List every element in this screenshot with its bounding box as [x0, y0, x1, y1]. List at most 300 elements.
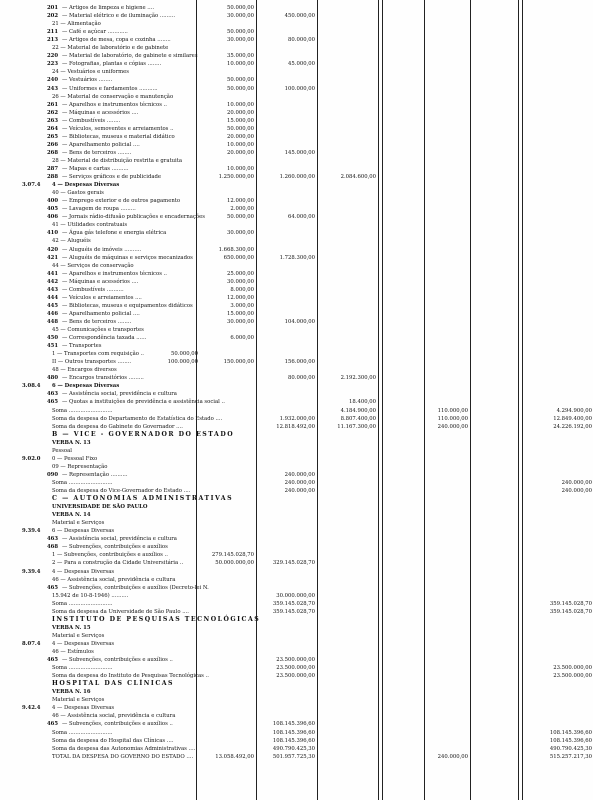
amount-c1: 30.000,00 [227, 13, 254, 20]
item-code: 421 [47, 254, 59, 261]
ledger-row [0, 350, 593, 358]
item-code: 465 [47, 584, 59, 591]
ledger-row [0, 423, 593, 431]
item-description: 46 — Assistência social, previdência e cultura [52, 713, 176, 720]
amount-c2: 1.728.300,00 [279, 254, 315, 261]
ledger-row [0, 302, 593, 310]
item-description: — Artigos de mesa, copa e cozinha ........ [62, 37, 171, 44]
item-code: 201 [47, 5, 59, 11]
item-code: 465 [47, 721, 59, 728]
ledger-row [0, 318, 593, 326]
amount-c1: 6.000,00 [230, 335, 254, 342]
item-description: VERBA N. 13 [52, 439, 91, 446]
item-description: — Artigos de limpeza e higiene .... [62, 5, 155, 11]
amount-c1: 1.250.000,00 [218, 174, 254, 181]
ledger-row [0, 68, 593, 76]
ledger-row [0, 729, 593, 737]
item-code: 287 [47, 166, 59, 172]
amount-c6: 4.294.900,00 [556, 407, 592, 414]
ledger-row [0, 286, 593, 294]
amount-c1: 20.000,00 [227, 149, 254, 156]
amount-c1: 30.000,00 [227, 278, 254, 285]
amount-c2: 501.957.725,30 [272, 753, 315, 760]
ledger-row [0, 745, 593, 753]
ledger-row [0, 680, 593, 688]
amount-c2: 45.000,00 [288, 61, 315, 68]
amount-c6: 515.257.217,30 [549, 753, 592, 760]
ledger-row [0, 487, 593, 495]
ledger-row [0, 439, 593, 447]
item-description: — Mapas e cartas .......... [62, 166, 129, 172]
ledger-row [0, 229, 593, 237]
ledger-row [0, 455, 593, 463]
ledger-row [0, 479, 593, 487]
item-description: — Encargos transitórios ......... [62, 375, 144, 382]
amount-c2: 156.000,00 [284, 359, 315, 366]
item-description: — Veículos, semoventes e arreiamentos .. [62, 125, 174, 132]
ledger-row [0, 519, 593, 527]
ledger-row [0, 270, 593, 278]
item-code: 223 [47, 61, 59, 68]
amount-c3: 18.400,00 [349, 399, 376, 406]
amount-c2: 329.145.028,70 [272, 560, 315, 567]
amount-c2: 80.000,00 [288, 375, 315, 382]
item-description: B — VICE - GOVERNADOR DO ESTADO [52, 430, 235, 438]
amount-c1: 10.000,00 [227, 166, 254, 172]
ledger-row [0, 616, 593, 624]
ledger-row [0, 221, 593, 229]
amount-c1: 150.000,00 [223, 359, 254, 366]
ledger-row [0, 334, 593, 342]
classification-code: 9.39.4 [22, 568, 41, 575]
amount-c2: 23.500.000,00 [276, 657, 315, 664]
item-description: — Representação .......... [62, 471, 128, 478]
ledger-row [0, 592, 593, 600]
item-description: — Vestuários ........ [62, 77, 113, 84]
classification-code: 3.07.4 [22, 182, 41, 189]
ledger-row [0, 656, 593, 664]
item-description: — Aluguéis de máquinas e serviços mecanizados [62, 254, 193, 261]
amount-c2: 80.000,00 [288, 37, 315, 44]
ledger-row [0, 559, 593, 567]
item-description: — Subvenções, contribuições e auxílios .. [62, 721, 173, 728]
amount-c2: 1.932.000,00 [279, 415, 315, 422]
item-description: — Café e açúcar ............ [62, 29, 128, 36]
item-description: Soma .......................... [52, 407, 113, 414]
ledger-row [0, 173, 593, 181]
ledger-row [0, 471, 593, 479]
amount-c3: 4.184.900,00 [340, 407, 376, 414]
amount-c6: 12.849.400,00 [553, 415, 592, 422]
amount-c5: 240.000,00 [437, 423, 468, 430]
ledger-row [0, 584, 593, 592]
ledger-row [0, 753, 593, 761]
item-description: 45 — Comunicações e transportes [52, 327, 144, 333]
ledger-row [0, 366, 593, 374]
ledger-row [0, 213, 593, 221]
item-description: 40 — Gastos gerais [52, 190, 104, 197]
item-description: — Assistência social, previdência e cultura [62, 391, 177, 398]
ledger-row [0, 576, 593, 584]
item-code: 090 [47, 471, 59, 478]
item-description: — Água gás telefone e energia elétrica [62, 230, 167, 237]
ledger-row [0, 600, 593, 608]
amount-c1: 10.000,00 [227, 61, 254, 68]
item-description: 1 — Transportes com requisição .. [52, 351, 144, 358]
item-description: 4 — Despesas Diversas [52, 568, 115, 575]
ledger-row [0, 624, 593, 632]
item-code: 410 [47, 230, 59, 237]
amount-c1: 15.000,00 [227, 310, 254, 317]
amount-c6: 108.145.396,60 [549, 737, 592, 744]
amount-c1: 50.000,00 [227, 29, 254, 36]
amount-c1: 12.000,00 [227, 294, 254, 301]
ledger-row [0, 254, 593, 262]
amount-c5: 110.000,00 [437, 415, 468, 422]
item-description: 46 — Estímulos [52, 649, 94, 655]
amount-c2: 240.000,00 [284, 479, 315, 486]
ledger-row [0, 382, 593, 390]
item-code: 420 [47, 246, 59, 253]
item-description: — Subvenções, contribuições e auxílios .. [62, 657, 173, 664]
item-description: Soma da despesa do Gabinete do Governador .... [52, 423, 183, 430]
item-description: 09 — Representação [52, 463, 108, 470]
classification-code: 8.07.4 [22, 640, 41, 647]
amount-c2: 104.000,00 [284, 318, 315, 325]
item-description: 28 — Material de distribuição restrita e gratuita [52, 157, 183, 164]
item-description: 0 — Pessoal Fixo [52, 455, 98, 462]
sub-value: 50.000,00 [171, 351, 198, 358]
item-code: 445 [47, 302, 59, 309]
ledger-row [0, 390, 593, 398]
ledger-row [0, 342, 593, 350]
item-code: 202 [47, 13, 59, 20]
item-description: — Correspondência taxada ...... [62, 335, 147, 342]
item-description: Material e Serviços [52, 697, 105, 704]
item-description: — Assistência social, previdência e cultura [62, 536, 177, 543]
item-description: VERBA N. 15 [52, 624, 91, 631]
ledger-row [0, 133, 593, 141]
item-description: — Bens de terceiros ........ [62, 149, 132, 156]
item-description: — Quotas a instituições de previdência e assistência social .. [62, 399, 225, 406]
ledger-row [0, 125, 593, 133]
amount-c1: 50.000,00 [227, 214, 254, 221]
ledger-row [0, 101, 593, 109]
item-code: 465 [47, 399, 59, 406]
amount-c2: 450.000,00 [284, 13, 315, 20]
amount-c1: 2.000,00 [230, 206, 254, 213]
ledger-row [0, 632, 593, 640]
item-description: 48 — Encargos diversos [52, 367, 117, 374]
ledger-row [0, 205, 593, 213]
item-code: 446 [47, 310, 59, 317]
ledger-row [0, 109, 593, 117]
amount-c1: 50.000,00 [227, 77, 254, 84]
amount-c6: 23.500.000,00 [553, 673, 592, 680]
item-description: — Material elétrico e de iluminação ......... [62, 13, 176, 20]
ledger-row [0, 12, 593, 20]
amount-c2: 145.000,00 [284, 149, 315, 156]
ledger-row [0, 640, 593, 648]
amount-c2: 23.500.000,00 [276, 673, 315, 680]
item-description: Material e Serviços [52, 520, 105, 527]
amount-c1: 50.000.000,00 [215, 560, 254, 567]
item-code: 266 [47, 141, 59, 148]
item-description: 4 — Despesas Diversas [52, 640, 115, 647]
ledger-row [0, 398, 593, 406]
ledger-row [0, 543, 593, 551]
item-code: 268 [47, 149, 59, 156]
amount-c2: 108.145.396,60 [272, 737, 315, 744]
item-description: VERBA N. 16 [52, 689, 91, 696]
ledger-row [0, 60, 593, 68]
ledger-row [0, 310, 593, 318]
item-description: — Aparelhos e instrumentos técnicos .. [62, 101, 167, 108]
item-description: 15.942 de 10-8-1946) .......... [52, 592, 129, 599]
ledger-row [0, 157, 593, 165]
item-description: Soma da despesa da Universidade de São Paulo .... [52, 608, 189, 615]
item-description: Soma da despesa do Vice-Governador do Estado .... [52, 488, 191, 494]
item-description: — Material de laboratório, de gabinete e similares [62, 53, 198, 60]
item-description: — Máquinas e acessórios .... [62, 109, 139, 116]
item-code: 264 [47, 125, 59, 132]
ledger-row [0, 495, 593, 503]
ledger-row [0, 358, 593, 366]
item-description: — Combustíveis ........ [62, 117, 121, 124]
amount-c1: 279.145.028,70 [211, 552, 254, 559]
amount-c2: 359.145.028,70 [272, 600, 315, 607]
item-description: 24 — Vestuários e uniformes [52, 69, 130, 76]
ledger-row [0, 326, 593, 334]
item-description: 4 — Despesas Diversas [52, 182, 120, 189]
item-description: — Aparelhos e instrumentos técnicos .. [62, 270, 167, 277]
item-description: 1 — Subvenções, contribuições e auxílios .. [52, 552, 168, 559]
amount-c6: 240.000,00 [561, 488, 592, 494]
amount-c1: 12.000,00 [227, 198, 254, 205]
ledger-row [0, 262, 593, 270]
item-description: 21 — Alimentação [52, 21, 101, 28]
ledger-row [0, 463, 593, 471]
amount-c1: 50.000,00 [227, 85, 254, 92]
ledger-row [0, 85, 593, 93]
item-description: Soma da despesa do Instituto de Pesquisas Tecnológicas .. [52, 673, 209, 680]
ledger-row [0, 374, 593, 382]
ledger-row [0, 608, 593, 616]
ledger-row [0, 696, 593, 704]
item-code: 265 [47, 133, 59, 140]
amount-c2: 240.000,00 [284, 488, 315, 494]
item-description: — Aluguéis de imóveis .......... [62, 246, 142, 253]
item-description: Soma da despesa do Hospital das Clínicas .... [52, 737, 174, 744]
amount-c2: 100.000,00 [284, 85, 315, 92]
ledger-row [0, 672, 593, 680]
ledger-row [0, 568, 593, 576]
amount-c2: 12.818.492,00 [276, 423, 315, 430]
item-description: — Bibliotecas, museus e material didático [62, 133, 175, 140]
amount-c1: 10.000,00 [227, 141, 254, 148]
item-code: 450 [47, 335, 59, 342]
ledger-row [0, 76, 593, 84]
amount-c2: 64.000,00 [288, 214, 315, 221]
item-description: 4 — Despesas Diversas [52, 705, 115, 712]
item-code: 211 [47, 29, 59, 36]
amount-c1: 30.000,00 [227, 37, 254, 44]
amount-c1: 1.668.300,00 [218, 246, 254, 253]
amount-c1: 25.000,00 [227, 270, 254, 277]
ledger-row [0, 551, 593, 559]
amount-c5: 110.000,00 [437, 407, 468, 414]
amount-c2: 240.000,00 [284, 471, 315, 478]
amount-c1: 35.000,00 [227, 53, 254, 60]
ledger-row [0, 246, 593, 254]
amount-c1: 30.000,00 [227, 318, 254, 325]
item-description: Material e Serviços [52, 632, 105, 639]
item-description: Soma .......................... [52, 600, 113, 607]
item-description: HOSPITAL DAS CLÍNICAS [52, 680, 175, 688]
item-description: Soma da despesa das Autonomias Administrativas .... [52, 745, 196, 752]
ledger-row [0, 737, 593, 745]
ledger-row [0, 664, 593, 672]
ledger-row [0, 28, 593, 36]
ledger-row [0, 93, 593, 101]
amount-c3: 2.084.600,00 [340, 174, 376, 181]
ledger-row [0, 720, 593, 728]
ledger-row [0, 704, 593, 712]
item-code: 220 [47, 53, 59, 60]
item-description: — Bens de terceiros ........ [62, 318, 132, 325]
amount-c3: 8.807.400,00 [340, 415, 376, 422]
item-description: — Subvenções, contribuições e auxílios (Decreto-lei N. [62, 584, 209, 591]
item-description: — Fotografias, plantas e cópias ........ [62, 61, 162, 68]
amount-c6: 24.226.192,00 [553, 423, 592, 430]
item-description: — Jornais rádio-difusão publicações e encadernações [62, 214, 205, 221]
item-description: Soma .......................... [52, 729, 113, 736]
item-code: 263 [47, 117, 59, 124]
item-description: Soma .......................... [52, 479, 113, 486]
amount-c3: 11.167.300,00 [337, 423, 376, 430]
item-description: Soma .......................... [52, 665, 113, 672]
ledger-row [0, 165, 593, 173]
amount-c2: 30.000.000,00 [276, 592, 315, 599]
amount-c2: 108.145.396,60 [272, 729, 315, 736]
item-description: — Serviços gráficos e de publicidade [62, 174, 162, 181]
item-code: 480 [47, 375, 59, 382]
item-description: 46 — Assistência social, previdência e cultura [52, 576, 176, 583]
amount-c2: 359.145.028,70 [272, 608, 315, 615]
item-code: 468 [47, 544, 59, 551]
sub-value: 100.000,00 [167, 359, 198, 366]
amount-c1: 50.000,00 [227, 125, 254, 132]
ledger-row [0, 407, 593, 415]
amount-c3: 2.192.300,00 [340, 375, 376, 382]
classification-code: 9.39.4 [22, 528, 41, 535]
amount-c1: 8.000,00 [230, 286, 254, 293]
ledger-row [0, 712, 593, 720]
item-code: 262 [47, 109, 59, 116]
item-description: — Combustíveis .......... [62, 286, 124, 293]
ledger-row [0, 431, 593, 439]
amount-c6: 240.000,00 [561, 479, 592, 486]
item-code: 444 [47, 294, 59, 301]
ledger-row [0, 197, 593, 205]
ledger-row [0, 527, 593, 535]
amount-c6: 108.145.396,60 [549, 729, 592, 736]
ledger-row [0, 149, 593, 157]
amount-c6: 23.500.000,00 [553, 665, 592, 672]
item-description: 26 — Material de conservação e manutenção [52, 93, 174, 100]
item-description: VERBA N. 14 [52, 512, 91, 519]
amount-c1: 30.000,00 [227, 230, 254, 237]
item-code: 442 [47, 278, 59, 285]
item-description: — Aparelhamento policial .... [62, 141, 140, 148]
item-code: 463 [47, 391, 59, 398]
ledger-row [0, 688, 593, 696]
amount-c1: 3.000,00 [230, 302, 254, 309]
ledger-row [0, 20, 593, 28]
amount-c1: 20.000,00 [227, 133, 254, 140]
item-code: 405 [47, 206, 59, 213]
item-code: 243 [47, 85, 59, 92]
ledger-row [0, 648, 593, 656]
ledger-row [0, 44, 593, 52]
amount-c5: 240.000,00 [437, 753, 468, 760]
ledger-row [0, 415, 593, 423]
item-description: 42 — Aluguéis [52, 238, 91, 245]
item-description: — Máquinas e acessórios .... [62, 278, 139, 285]
ledger-row [0, 4, 593, 12]
item-description: — Emprego exterior e de outros pagamento [62, 198, 181, 205]
item-code: 400 [47, 198, 59, 205]
classification-code: 9.02.0 [22, 455, 41, 462]
item-description: 2 — Para a construção da Cidade Universitária .. [52, 560, 184, 567]
item-description: — Uniformes e fardamentos ........... [62, 85, 158, 92]
item-description: 6 — Despesas Diversas [52, 528, 115, 535]
item-code: 465 [47, 657, 59, 664]
amount-c6: 359.145.028,70 [549, 608, 592, 615]
ledger-row [0, 447, 593, 455]
item-code: 240 [47, 77, 59, 84]
item-description: TOTAL DA DESPESA DO GOVERNO DO ESTADO .... [52, 753, 194, 760]
item-code: 261 [47, 101, 59, 108]
amount-c6: 359.145.028,70 [549, 600, 592, 607]
amount-c2: 108.145.396,60 [272, 721, 315, 728]
item-description: UNIVERSIDADE DE SÃO PAULO [52, 504, 148, 511]
item-description: INSTITUTO DE PESQUISAS TECNOLÓGICAS [52, 615, 261, 623]
amount-c1: 20.000,00 [227, 109, 254, 116]
item-code: 443 [47, 286, 59, 293]
ledger-row [0, 535, 593, 543]
item-description: C — AUTONOMIAS ADMINISTRATIVAS [52, 495, 234, 503]
amount-c2: 490.790.425,30 [272, 745, 315, 752]
item-description: — Aparelhamento policial .... [62, 310, 140, 317]
amount-c6: 490.790.425,30 [549, 745, 592, 752]
ledger-row [0, 141, 593, 149]
item-code: 213 [47, 37, 59, 44]
item-description: 6 — Despesas Diversas [52, 383, 120, 390]
item-description: — Transportes [62, 343, 102, 350]
item-description: 41 — Utilidades contratuais [52, 222, 128, 229]
ledger-row [0, 237, 593, 245]
ledger-row [0, 503, 593, 511]
item-code: 288 [47, 174, 59, 181]
ledger-row [0, 117, 593, 125]
item-description: — Veículos e arreiamentos .... [62, 294, 142, 301]
item-code: 441 [47, 270, 59, 277]
item-description: 22 — Material de laboratório e de gabinete [52, 45, 169, 52]
ledger-row [0, 36, 593, 44]
item-description: Pessoal [52, 447, 72, 454]
item-code: 406 [47, 214, 59, 221]
